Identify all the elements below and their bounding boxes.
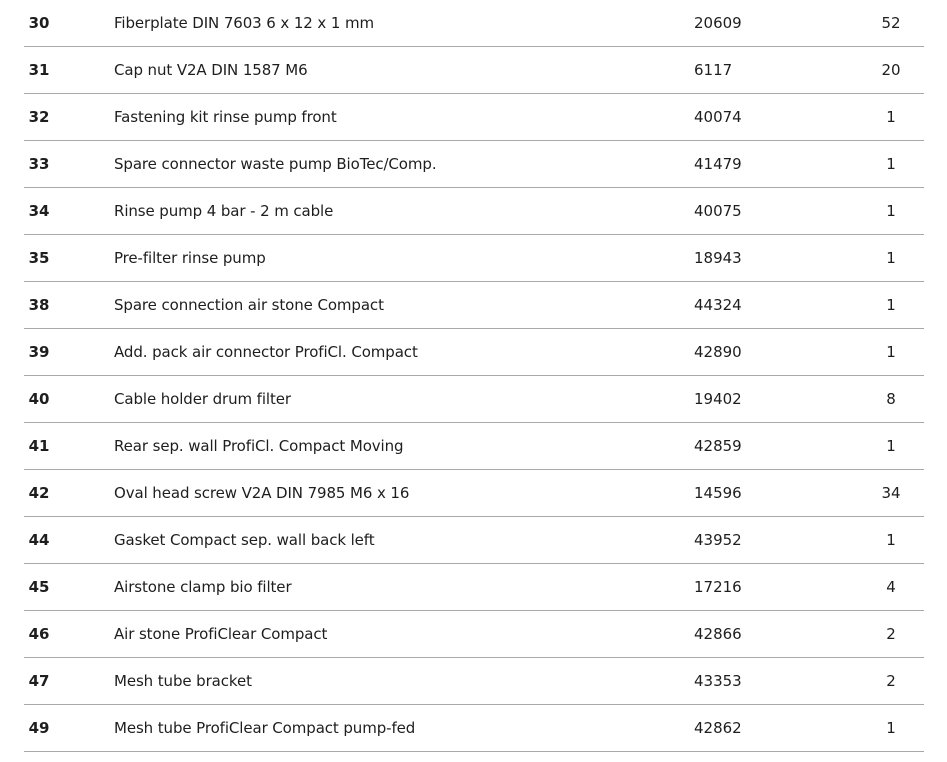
table-row bbox=[24, 47, 924, 94]
part-description: Oval head screw V2A DIN 7985 M6 x 16 bbox=[114, 484, 410, 502]
quantity: 2 bbox=[886, 625, 896, 643]
article-number: 43353 bbox=[694, 672, 742, 690]
article-number: 42859 bbox=[694, 437, 742, 455]
quantity: 4 bbox=[886, 578, 896, 596]
article-number: 41479 bbox=[694, 155, 742, 173]
quantity: 1 bbox=[886, 202, 896, 220]
article-number: 14596 bbox=[694, 484, 742, 502]
article-number: 40074 bbox=[694, 108, 742, 126]
part-description: Pre-filter rinse pump bbox=[114, 249, 266, 267]
position-number: 44 bbox=[28, 531, 50, 549]
position-number: 46 bbox=[28, 625, 50, 643]
table-row bbox=[24, 376, 924, 423]
position-number: 30 bbox=[28, 14, 50, 32]
position-number: 49 bbox=[28, 719, 50, 737]
part-description: Rinse pump 4 bar - 2 m cable bbox=[114, 202, 334, 220]
table-row bbox=[24, 0, 924, 47]
position-number: 32 bbox=[28, 108, 50, 126]
position-number: 33 bbox=[28, 155, 50, 173]
part-description: Airstone clamp bio filter bbox=[114, 578, 292, 596]
quantity: 2 bbox=[886, 672, 896, 690]
quantity: 52 bbox=[881, 14, 901, 32]
position-number: 31 bbox=[28, 61, 50, 79]
quantity: 1 bbox=[886, 108, 896, 126]
article-number: 42862 bbox=[694, 719, 742, 737]
position-number: 41 bbox=[28, 437, 50, 455]
position-number: 47 bbox=[28, 672, 50, 690]
part-description: Add. pack air connector ProfiCl. Compact bbox=[114, 343, 418, 361]
quantity: 20 bbox=[881, 61, 901, 79]
table-row bbox=[24, 188, 924, 235]
table-row bbox=[24, 658, 924, 705]
article-number: 42890 bbox=[694, 343, 742, 361]
table-row bbox=[24, 423, 924, 470]
part-description: Fiberplate DIN 7603 6 x 12 x 1 mm bbox=[114, 14, 374, 32]
position-number: 38 bbox=[28, 296, 50, 314]
table-row bbox=[24, 329, 924, 376]
table-row bbox=[24, 611, 924, 658]
article-number: 6117 bbox=[694, 61, 733, 79]
position-number: 39 bbox=[28, 343, 50, 361]
position-number: 40 bbox=[28, 390, 50, 408]
part-description: Spare connector waste pump BioTec/Comp. bbox=[114, 155, 437, 173]
parts-table bbox=[24, 0, 924, 752]
table-row bbox=[24, 235, 924, 282]
quantity: 1 bbox=[886, 155, 896, 173]
position-number: 34 bbox=[28, 202, 50, 220]
quantity: 1 bbox=[886, 531, 896, 549]
part-description: Fastening kit rinse pump front bbox=[114, 108, 337, 126]
table-row bbox=[24, 141, 924, 188]
article-number: 17216 bbox=[694, 578, 742, 596]
part-description: Air stone ProfiClear Compact bbox=[114, 625, 328, 643]
article-number: 19402 bbox=[694, 390, 742, 408]
quantity: 1 bbox=[886, 437, 896, 455]
table-row bbox=[24, 470, 924, 517]
article-number: 42866 bbox=[694, 625, 742, 643]
table-row bbox=[24, 564, 924, 611]
article-number: 18943 bbox=[694, 249, 742, 267]
quantity: 1 bbox=[886, 249, 896, 267]
quantity: 34 bbox=[881, 484, 901, 502]
part-description: Gasket Compact sep. wall back left bbox=[114, 531, 375, 549]
quantity: 1 bbox=[886, 719, 896, 737]
part-description: Rear sep. wall ProfiCl. Compact Moving bbox=[114, 437, 404, 455]
table-row bbox=[24, 705, 924, 752]
part-description: Cable holder drum filter bbox=[114, 390, 291, 408]
quantity: 1 bbox=[886, 296, 896, 314]
position-number: 45 bbox=[28, 578, 50, 596]
article-number: 43952 bbox=[694, 531, 742, 549]
position-number: 42 bbox=[28, 484, 50, 502]
quantity: 1 bbox=[886, 343, 896, 361]
part-description: Mesh tube bracket bbox=[114, 672, 252, 690]
article-number: 44324 bbox=[694, 296, 742, 314]
article-number: 20609 bbox=[694, 14, 742, 32]
quantity: 8 bbox=[886, 390, 896, 408]
position-number: 35 bbox=[28, 249, 50, 267]
table-row bbox=[24, 282, 924, 329]
table-row bbox=[24, 517, 924, 564]
part-description: Mesh tube ProfiClear Compact pump-fed bbox=[114, 719, 416, 737]
part-description: Spare connection air stone Compact bbox=[114, 296, 384, 314]
table-row bbox=[24, 94, 924, 141]
part-description: Cap nut V2A DIN 1587 M6 bbox=[114, 61, 308, 79]
article-number: 40075 bbox=[694, 202, 742, 220]
